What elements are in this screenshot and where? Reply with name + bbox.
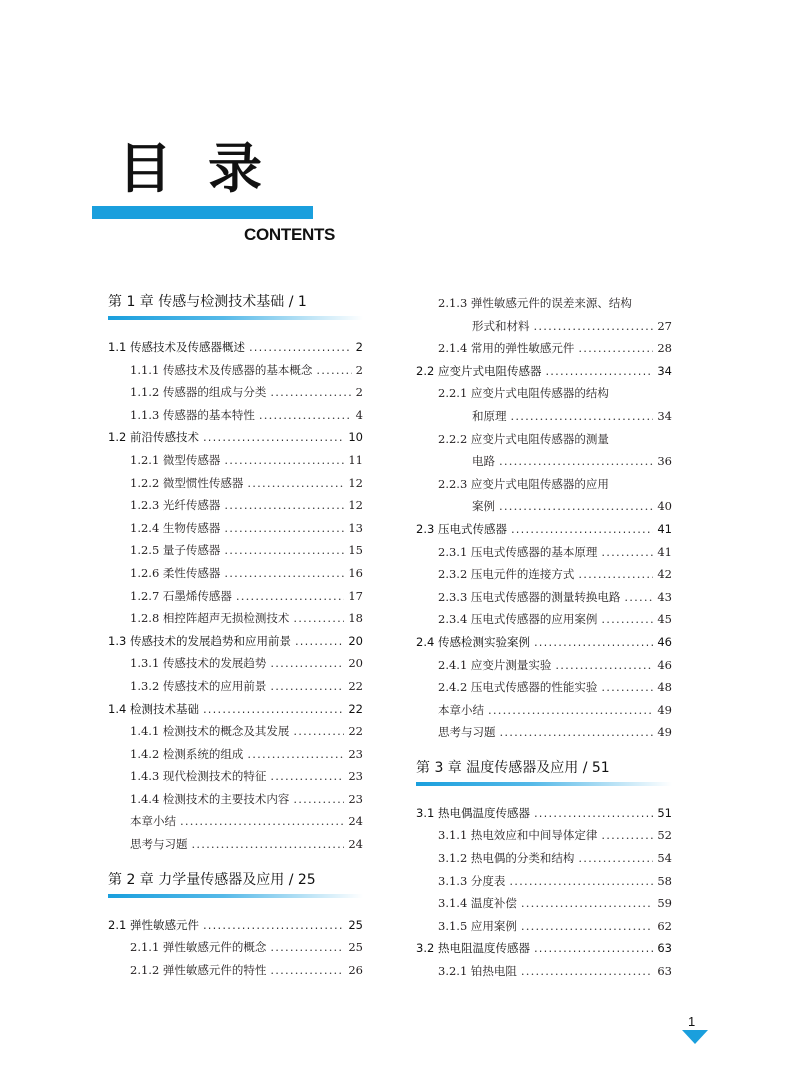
toc-entry-page: 23	[348, 769, 363, 784]
toc-entry-page: 52	[657, 828, 672, 843]
toc-entry-page: 34	[657, 363, 672, 378]
toc-section-entry[interactable]	[416, 360, 672, 383]
dot-leader	[578, 847, 653, 870]
toc-subsection-entry[interactable]	[108, 652, 363, 675]
toc-subsection-entry[interactable]	[416, 721, 672, 744]
toc-entry-page: 17	[348, 588, 363, 603]
dot-leader	[295, 630, 344, 653]
toc-entry-label: 本章小结	[438, 702, 484, 717]
toc-subsection-entry[interactable]	[416, 428, 672, 451]
toc-entry-label: 1.3.2 传感技术的应用前景	[130, 678, 267, 693]
toc-entry-label: 2.4.2 压电式传感器的性能实验	[438, 680, 598, 695]
toc-entry-page: 2	[355, 362, 363, 377]
toc-entry-page: 11	[348, 452, 363, 467]
toc-entry-page: 54	[657, 851, 672, 866]
toc-subsection-entry[interactable]	[416, 450, 672, 473]
toc-entry-label: 思考与习题	[438, 725, 496, 740]
toc-entry-label: 1.1.2 传感器的组成与分类	[130, 385, 267, 400]
title-accent-bar	[92, 206, 313, 219]
dot-leader	[247, 743, 344, 766]
toc-entry-page: 20	[348, 656, 363, 671]
toc-entry-page: 41	[657, 544, 672, 559]
dot-leader	[555, 654, 653, 677]
toc-entry-page: 28	[657, 341, 672, 356]
toc-entry-label: 1.2.8 相控阵超声无损检测技术	[130, 611, 290, 626]
dot-leader	[270, 675, 344, 698]
toc-entry-page: 22	[348, 724, 363, 739]
toc-subsection-entry[interactable]	[108, 959, 363, 982]
toc-subsection-entry[interactable]	[416, 699, 672, 722]
dot-leader	[259, 404, 352, 427]
toc-subsection-entry[interactable]	[416, 473, 672, 496]
toc-entry-page: 62	[657, 918, 672, 933]
dot-leader	[316, 359, 351, 382]
dot-leader	[192, 833, 345, 856]
toc-subsection-entry[interactable]	[416, 337, 672, 360]
toc-entry-label: 1.4.1 检测技术的概念及其发展	[130, 724, 290, 739]
dot-leader	[203, 426, 344, 449]
toc-entry-page: 16	[348, 565, 363, 580]
dot-leader	[521, 915, 653, 938]
dot-leader	[601, 608, 653, 631]
toc-entry-page: 58	[657, 873, 672, 888]
dot-leader	[224, 517, 344, 540]
toc-entry-page: 40	[657, 499, 672, 514]
toc-subsection-entry[interactable]	[108, 936, 363, 959]
chapter-underline	[108, 894, 363, 898]
toc-subsection-entry[interactable]	[416, 960, 672, 983]
chapter-underline	[108, 316, 363, 320]
toc-entry-label: 2.1 弹性敏感元件	[108, 917, 199, 932]
toc-entry-page: 25	[348, 917, 363, 932]
toc-entry-page: 43	[657, 589, 672, 604]
toc-subsection-entry[interactable]	[416, 315, 672, 338]
dot-leader	[578, 337, 653, 360]
toc-entry-page: 12	[348, 475, 363, 490]
toc-entry-label: 1.2 前沿传感技术	[108, 430, 199, 445]
dot-leader	[224, 539, 344, 562]
toc-subsection-entry[interactable]	[416, 563, 672, 586]
toc-entry-page: 46	[657, 634, 672, 649]
dot-leader	[624, 586, 653, 609]
toc-subsection-entry[interactable]	[416, 654, 672, 677]
dot-leader	[270, 765, 344, 788]
toc-entry-page: 45	[657, 612, 672, 627]
toc-section-entry[interactable]	[108, 698, 363, 721]
toc-entry-label: 2.3.1 压电式传感器的基本原理	[438, 544, 598, 559]
dot-leader	[203, 914, 344, 937]
toc-entry-page: 51	[657, 805, 672, 820]
page-number: 1	[688, 1014, 696, 1029]
toc-entry-page: 24	[348, 837, 363, 852]
dot-leader	[293, 720, 344, 743]
toc-subsection-entry[interactable]	[416, 382, 672, 405]
toc-entry-label: 2.2.2 应变片式电阻传感器的测量	[438, 431, 609, 446]
dot-leader	[511, 405, 654, 428]
toc-entry-label: 电路	[472, 454, 495, 469]
toc-entry-page: 15	[348, 543, 363, 558]
dot-leader	[488, 699, 653, 722]
toc-subsection-entry[interactable]	[108, 675, 363, 698]
toc-right-column	[416, 292, 672, 983]
dot-leader	[180, 810, 344, 833]
toc-entry-label: 1.1.1 传感技术及传感器的基本概念	[130, 362, 313, 377]
dot-leader	[249, 336, 352, 359]
toc-subsection-entry[interactable]	[416, 847, 672, 870]
toc-subsection-entry[interactable]	[416, 292, 672, 315]
dot-leader	[293, 607, 344, 630]
toc-entry-label: 1.1 传感技术及传感器概述	[108, 340, 245, 354]
toc-entry-page: 63	[657, 964, 672, 979]
chapter-heading-text: 第 2 章 力学量传感器及应用 / 25	[108, 871, 316, 888]
toc-entry-page: 22	[348, 678, 363, 693]
toc-subsection-entry[interactable]	[416, 824, 672, 847]
toc-entry-label: 思考与习题	[130, 837, 188, 852]
toc-subsection-entry[interactable]	[108, 788, 363, 811]
toc-subsection-entry[interactable]	[416, 541, 672, 564]
dot-leader	[270, 959, 344, 982]
dot-leader	[534, 315, 654, 338]
toc-subsection-entry[interactable]	[108, 517, 363, 540]
dot-leader	[224, 562, 344, 585]
toc-entry-page: 36	[657, 454, 672, 469]
toc-entry-page: 42	[657, 567, 672, 582]
toc-entry-page: 49	[657, 702, 672, 717]
toc-entry-label: 1.4.3 现代检测技术的特征	[130, 769, 267, 784]
toc-section-entry[interactable]	[108, 630, 363, 653]
toc-subsection-entry[interactable]	[416, 892, 672, 915]
toc-subsection-entry[interactable]	[108, 539, 363, 562]
toc-entry-label: 2.3.3 压电式传感器的测量转换电路	[438, 589, 621, 604]
toc-entry-page: 46	[657, 657, 672, 672]
toc-entry-label: 2.2.1 应变片式电阻传感器的结构	[438, 386, 609, 401]
toc-entry-label: 1.2.3 光纤传感器	[130, 498, 221, 513]
toc-entry-page: 10	[348, 430, 363, 445]
toc-subsection-entry[interactable]	[416, 608, 672, 631]
dot-leader	[601, 824, 653, 847]
toc-entry-label: 1.2.1 微型传感器	[130, 452, 221, 467]
toc-entry-page: 41	[657, 521, 672, 536]
toc-entry-page: 24	[348, 814, 363, 829]
toc-entry-page: 34	[657, 408, 672, 423]
toc-section-entry[interactable]	[416, 518, 672, 541]
toc-entry-label: 2.1.2 弹性敏感元件的特性	[130, 962, 267, 977]
page-marker-triangle-icon	[682, 1030, 708, 1044]
toc-entry-label: 1.4.2 检测系统的组成	[130, 746, 244, 761]
toc-entry-page: 26	[348, 962, 363, 977]
toc-subsection-entry[interactable]	[108, 743, 363, 766]
chapter-heading[interactable]	[108, 868, 363, 906]
toc-entry-page: 27	[657, 318, 672, 333]
toc-entry-label: 3.2 热电阻温度传感器	[416, 941, 530, 956]
dot-leader	[293, 788, 344, 811]
toc-entry-label: 3.2.1 铂热电阻	[438, 964, 517, 979]
toc-entry-page: 2	[355, 385, 363, 400]
toc-entry-label: 3.1.4 温度补偿	[438, 896, 517, 911]
toc-entry-page: 18	[348, 611, 363, 626]
dot-leader	[534, 937, 653, 960]
toc-entry-label: 1.2.6 柔性传感器	[130, 565, 221, 580]
toc-section-entry[interactable]	[416, 631, 672, 654]
dot-leader	[500, 721, 654, 744]
dot-leader	[224, 449, 344, 472]
dot-leader	[521, 892, 653, 915]
toc-entry-label: 2.3.2 压电元件的连接方式	[438, 567, 575, 582]
toc-section-entry[interactable]	[108, 914, 363, 937]
dot-leader	[534, 802, 653, 825]
toc-entry-label: 2.3 压电式传感器	[416, 521, 507, 536]
dot-leader	[534, 631, 653, 654]
toc-subsection-entry[interactable]	[108, 833, 363, 856]
toc-entry-label: 3.1.1 热电效应和中间导体定律	[438, 828, 598, 843]
dot-leader	[499, 450, 653, 473]
toc-subsection-entry[interactable]	[108, 381, 363, 404]
toc-entry-label: 案例	[472, 499, 495, 514]
toc-left-column	[108, 290, 363, 981]
toc-entry-page: 12	[348, 498, 363, 513]
toc-entry-label: 1.3.1 传感技术的发展趋势	[130, 656, 267, 671]
toc-entry-page: 23	[348, 746, 363, 761]
toc-section-entry[interactable]	[108, 426, 363, 449]
toc-entry-page: 25	[348, 940, 363, 955]
toc-subsection-entry[interactable]	[108, 359, 363, 382]
dot-leader	[521, 960, 653, 983]
toc-subsection-entry[interactable]	[416, 915, 672, 938]
toc-subsection-entry[interactable]	[108, 449, 363, 472]
toc-entry-label: 形式和材料	[472, 318, 530, 333]
toc-entry-label: 1.4 检测技术基础	[108, 701, 199, 716]
chapter-heading-text: 第 1 章 传感与检测技术基础 / 1	[108, 294, 307, 310]
toc-entry-label: 1.1.3 传感器的基本特性	[130, 407, 255, 422]
toc-subsection-entry[interactable]	[108, 810, 363, 833]
toc-entry-label: 3.1.2 热电偶的分类和结构	[438, 851, 575, 866]
toc-entry-page: 13	[348, 520, 363, 535]
toc-entry-label: 2.4.1 应变片测量实验	[438, 657, 552, 672]
toc-subsection-entry[interactable]	[108, 404, 363, 427]
toc-subsection-entry[interactable]	[416, 586, 672, 609]
toc-entry-label: 2.1.3 弹性敏感元件的误差来源、结构	[438, 296, 632, 310]
toc-entry-label: 3.1.3 分度表	[438, 873, 506, 888]
toc-subsection-entry[interactable]	[416, 405, 672, 428]
toc-entry-label: 2.1.4 常用的弹性敏感元件	[438, 341, 575, 356]
toc-entry-label: 3.1.5 应用案例	[438, 918, 517, 933]
toc-entry-page: 49	[657, 725, 672, 740]
toc-subsection-entry[interactable]	[416, 495, 672, 518]
dot-leader	[247, 472, 344, 495]
toc-entry-page: 63	[657, 941, 672, 956]
page-title: 目录	[118, 137, 298, 200]
toc-entry-label: 1.3 传感技术的发展趋势和应用前景	[108, 633, 291, 648]
dot-leader	[578, 563, 653, 586]
toc-entry-page: 2	[355, 340, 363, 354]
dot-leader	[511, 518, 653, 541]
dot-leader	[203, 698, 344, 721]
toc-entry-label: 2.2 应变片式电阻传感器	[416, 363, 542, 378]
toc-section-entry[interactable]	[108, 336, 363, 359]
toc-entry-label: 3.1 热电偶温度传感器	[416, 805, 530, 820]
toc-entry-page: 48	[657, 680, 672, 695]
chapter-heading[interactable]	[416, 756, 672, 794]
toc-subsection-entry[interactable]	[108, 494, 363, 517]
toc-entry-label: 1.2.2 微型惯性传感器	[130, 475, 244, 490]
toc-entry-page: 4	[355, 407, 363, 422]
toc-entry-label: 1.2.5 量子传感器	[130, 543, 221, 558]
dot-leader	[601, 676, 653, 699]
toc-subsection-entry[interactable]	[108, 585, 363, 608]
dot-leader	[224, 494, 344, 517]
dot-leader	[601, 541, 653, 564]
toc-subsection-entry[interactable]	[108, 607, 363, 630]
toc-entry-label: 2.4 传感检测实验案例	[416, 634, 530, 649]
toc-entry-page: 23	[348, 791, 363, 806]
toc-entry-label: 2.1.1 弹性敏感元件的概念	[130, 940, 267, 955]
chapter-heading[interactable]	[108, 290, 363, 328]
toc-subsection-entry[interactable]	[416, 676, 672, 699]
toc-subsection-entry[interactable]	[108, 562, 363, 585]
toc-section-entry[interactable]	[416, 937, 672, 960]
toc-entry-label: 和原理	[472, 408, 507, 423]
chapter-heading-text: 第 3 章 温度传感器及应用 / 51	[416, 759, 610, 776]
dot-leader	[509, 870, 653, 893]
dot-leader	[545, 360, 653, 383]
toc-entry-label: 2.3.4 压电式传感器的应用案例	[438, 612, 598, 627]
toc-subsection-entry[interactable]	[108, 472, 363, 495]
toc-entry-page: 59	[657, 896, 672, 911]
dot-leader	[270, 652, 344, 675]
toc-entry-label: 1.2.7 石墨烯传感器	[130, 588, 232, 603]
toc-entry-page: 20	[348, 633, 363, 648]
toc-section-entry[interactable]	[416, 802, 672, 825]
toc-entry-page: 22	[348, 701, 363, 716]
toc-subsection-entry[interactable]	[108, 765, 363, 788]
toc-entry-label: 1.2.4 生物传感器	[130, 520, 221, 535]
toc-entry-label: 1.4.4 检测技术的主要技术内容	[130, 791, 290, 806]
page-subtitle: CONTENTS	[244, 225, 336, 244]
chapter-underline	[416, 782, 672, 786]
dot-leader	[270, 936, 344, 959]
dot-leader	[270, 381, 351, 404]
toc-subsection-entry[interactable]	[108, 720, 363, 743]
dot-leader	[236, 585, 344, 608]
toc-entry-label: 2.2.3 应变片式电阻传感器的应用	[438, 476, 609, 491]
toc-entry-label: 本章小结	[130, 814, 176, 829]
dot-leader	[499, 495, 653, 518]
toc-subsection-entry[interactable]	[416, 870, 672, 893]
